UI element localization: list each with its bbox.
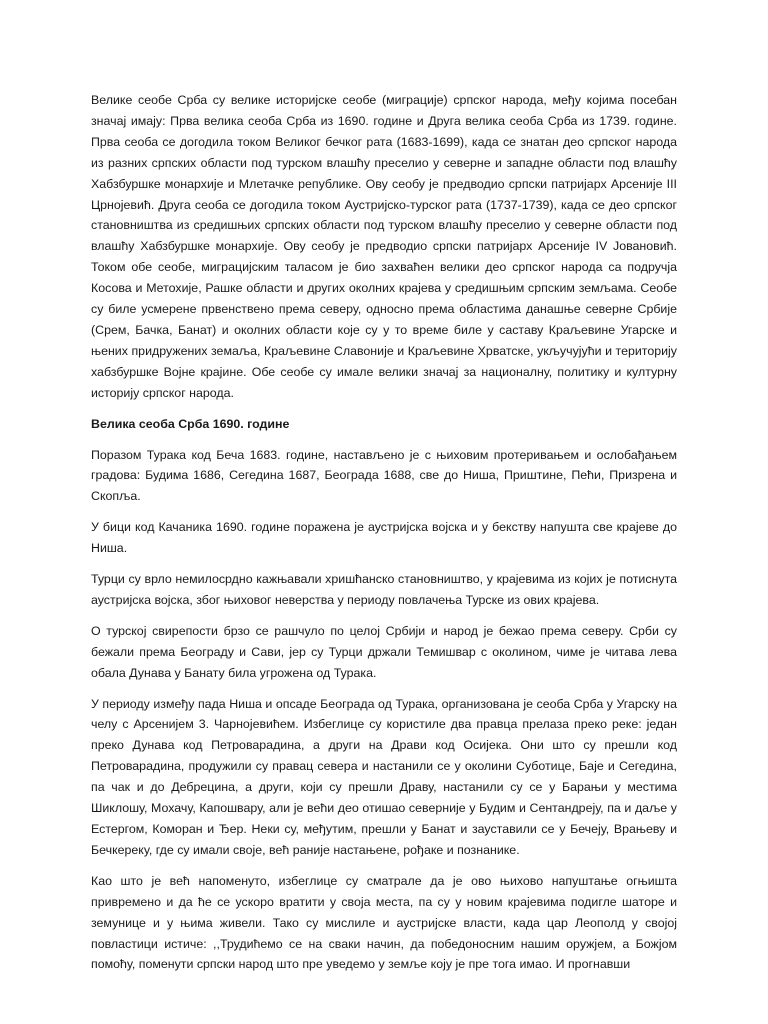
document-page	[91, 90, 677, 985]
paragraph-3: Турци су врло немилосрдно кажњавали хришћанско становништво, у крајевима из којих је потиснута аустријска војска, због њиховог неверства у периоду повлачења Турске из ових крајева.	[91, 572, 677, 607]
paragraph-5: У периоду између пада Ниша и опсаде Београда од Турака, организована је сеоба Срба у Угарску на челу с Арсенијем 3. Чарнојевићем. Избеглице су користиле два правца прелаза преко реке: један преко Дунава код Петроварадина, а други на Драви код Осијека. Они што су прешли код Петроварадина, продужили су правац севера и настанили се у околини Суботице, Баје и Сегедина, па чак и до Дебрецина, а други, који су прешли Драву, настанили су се у Барањи у местима Шиклошу, Мохачу, Капошвару, али је већи део отишао северније у Будим и Сентандреју, па и даље у Естергом, Коморан и Ђер. Неки су, међутим, прешли у Банат и зауставили се у Бечеју, Врањеву и Бечкереку, где су имали своје, већ раније настањене, рођаке и познанике.	[91, 696, 677, 857]
paragraph-6: Као што је већ напоменуто, избеглице су сматрале да је ово њихово напуштање огњишта привремено и да ће се ускоро вратити у своја места, па су у новим крајевима подигле шаторе и земунице и у њима живели. Тако су мислиле и аустријске власти, када цар Леополд у својој повластици истиче: ,,Трудићемо се на сваки начин, да победоносним нашим оружјем, а Божјом помоћу, поменути српски народ што пре уведемо у земље коју је пре тога имао. И прогнавши	[91, 873, 677, 972]
paragraph-1: Поразом Турака код Беча 1683. године, настављено је с њиховим протеривањем и ослобађањем градова: Будима 1686, Сегедина 1687, Београда 1688, све до Ниша, Приштине, Пећи, Призрена и Скопља.	[91, 447, 677, 504]
intro-paragraph: Велике сеобе Срба су велике историјске сеобе (миграције) српског народа, међу којима посебан значај имају: Прва велика сеоба Срба из 1690. године и Друга велика сеоба Срба из 1739. године. Прва сеоба се догодила током Великог бечког рата (1683-1699), када се знатан део српског народа из разних српских области под турском влашћу преселио у северне и западне области под влашћу Хабзбуршке монархије и Млетачке републике. Ову сеобу је предводио српски патријарх Арсеније III Црнојевић. Друга сеоба се догодила током Аустријско-турског рата (1737-1739), када се део српског становништва из средишњих српских области под турском влашћу преселио у северне области под влашћу Хабзбуршке монархије. Ову сеобу је предводио српски патријарх Арсеније IV Јовановић. Током обе сеобе, миграцијским таласом је био захваћен велики део српског народа са подручја Косова и Метохије, Рашке области и других околних крајева у средишњим српским земљама. Сеобе су биле усмерене првенствено према северу, односно према областима данашње северне Србије (Срем, Бачка, Банат) и околних области које су у то време биле у саставу Краљевине Угарске и њених придружених земаља, Краљевине Славоније и Краљевине Хрватске, укључујући и територију хабзбуршке Војне крајине. Обе сеобе су имале велики значај за националну, политику и културну историју српског народа.	[91, 93, 677, 400]
section-heading: Велика сеоба Срба 1690. године	[91, 416, 290, 431]
paragraph-4: О турској свирепости брзо се рашчуло по целој Србији и народ је бежао према северу. Срби су бежали према Београду и Сави, јер су Турци држали Темишвар с околином, чиме је читава лева обала Дунава у Банату била угрожена од Турака.	[91, 623, 677, 680]
paragraph-2: У бици код Качаника 1690. године поражена је аустријска војска и у бекству напушта све крајеве до Ниша.	[91, 520, 677, 556]
